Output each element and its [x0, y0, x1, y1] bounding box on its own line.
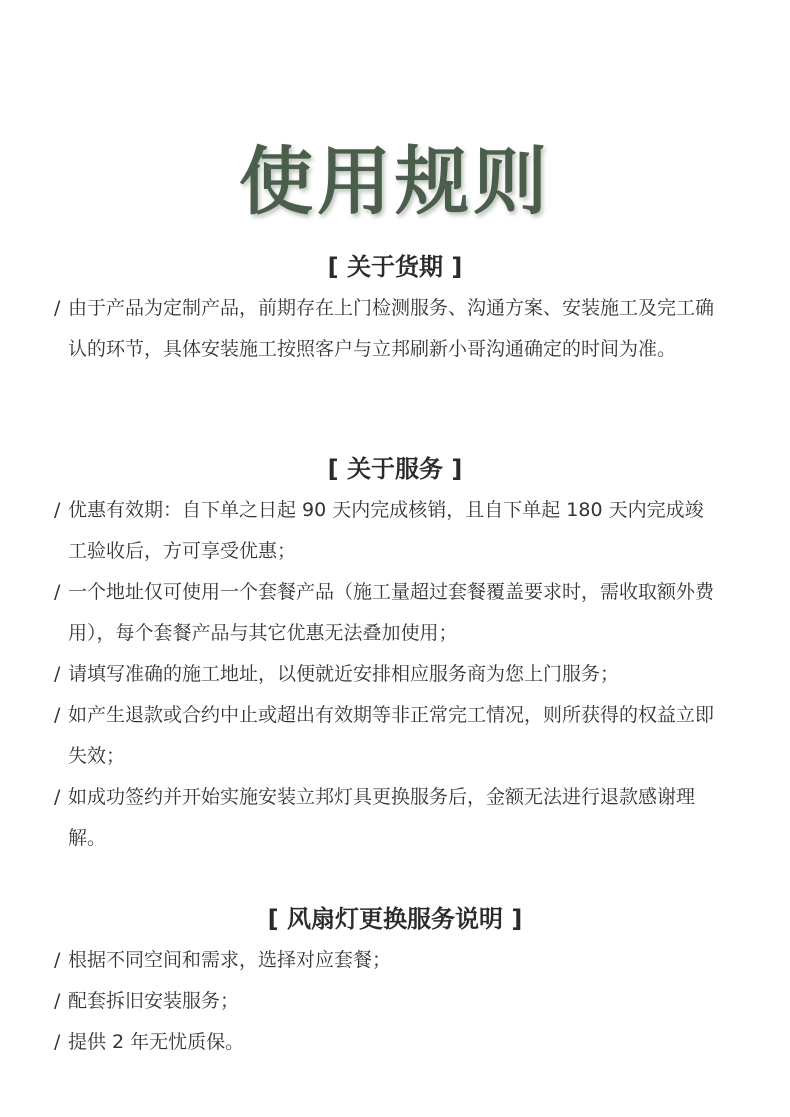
bullet-slash: / — [54, 949, 61, 971]
bullet-slash: / — [54, 499, 61, 521]
item-text: 一个地址仅可使用一个套餐产品（施工量超过套餐覆盖要求时，需收取额外费用），每个套餐产品与其它优惠无法叠加使用； — [68, 581, 715, 644]
item-text: 由于产品为定制产品，前期存在上门检测服务、沟通方案、安装施工及完工确认的环节，具体安装施工按照客户与立邦刷新小哥沟通确定的时间为准。 — [68, 297, 715, 360]
item-text: 如产生退款或合约中止或超出有效期等非正常完工情况，则所获得的权益立即失效； — [68, 704, 715, 767]
bullet-slash: / — [54, 786, 61, 808]
item-text: 提供 2 年无忧质保。 — [68, 1031, 245, 1053]
item-list — [0, 288, 790, 370]
list-item — [54, 981, 718, 1022]
item-list — [0, 940, 790, 1063]
list-item — [54, 940, 718, 981]
list-item — [54, 695, 718, 777]
item-list — [0, 490, 790, 859]
item-text: 优惠有效期：自下单之日起 90 天内完成核销，且自下单起 180 天内完成竣工验收后，方可享受优惠； — [68, 499, 704, 562]
bullet-slash: / — [54, 581, 61, 603]
item-text: 根据不同空间和需求，选择对应套餐； — [68, 949, 392, 971]
item-text: 如成功签约并开始实施安装立邦灯具更换服务后，金额无法进行退款感谢理解。 — [68, 786, 696, 849]
bullet-slash: / — [54, 663, 61, 685]
bullet-slash: / — [54, 990, 61, 1012]
section-heading: [ 关于货期 ] — [327, 253, 463, 281]
list-item — [54, 490, 718, 572]
page-title: 使用规则 — [239, 138, 551, 225]
list-item — [54, 654, 718, 695]
bullet-slash: / — [54, 704, 61, 726]
list-item — [54, 1022, 718, 1063]
item-text: 请填写准确的施工地址，以便就近安排相应服务商为您上门服务； — [68, 663, 620, 685]
section-fan-light — [0, 902, 790, 1063]
bullet-slash: / — [54, 1031, 61, 1053]
section-delivery — [0, 250, 790, 370]
list-item — [54, 288, 718, 370]
section-service — [0, 452, 790, 859]
item-text: 配套拆旧安装服务； — [68, 990, 240, 1012]
bullet-slash: / — [54, 297, 61, 319]
section-heading: [ 风扇灯更换服务说明 ] — [267, 905, 523, 933]
list-item — [54, 777, 718, 859]
section-heading: [ 关于服务 ] — [327, 455, 463, 483]
list-item — [54, 572, 718, 654]
